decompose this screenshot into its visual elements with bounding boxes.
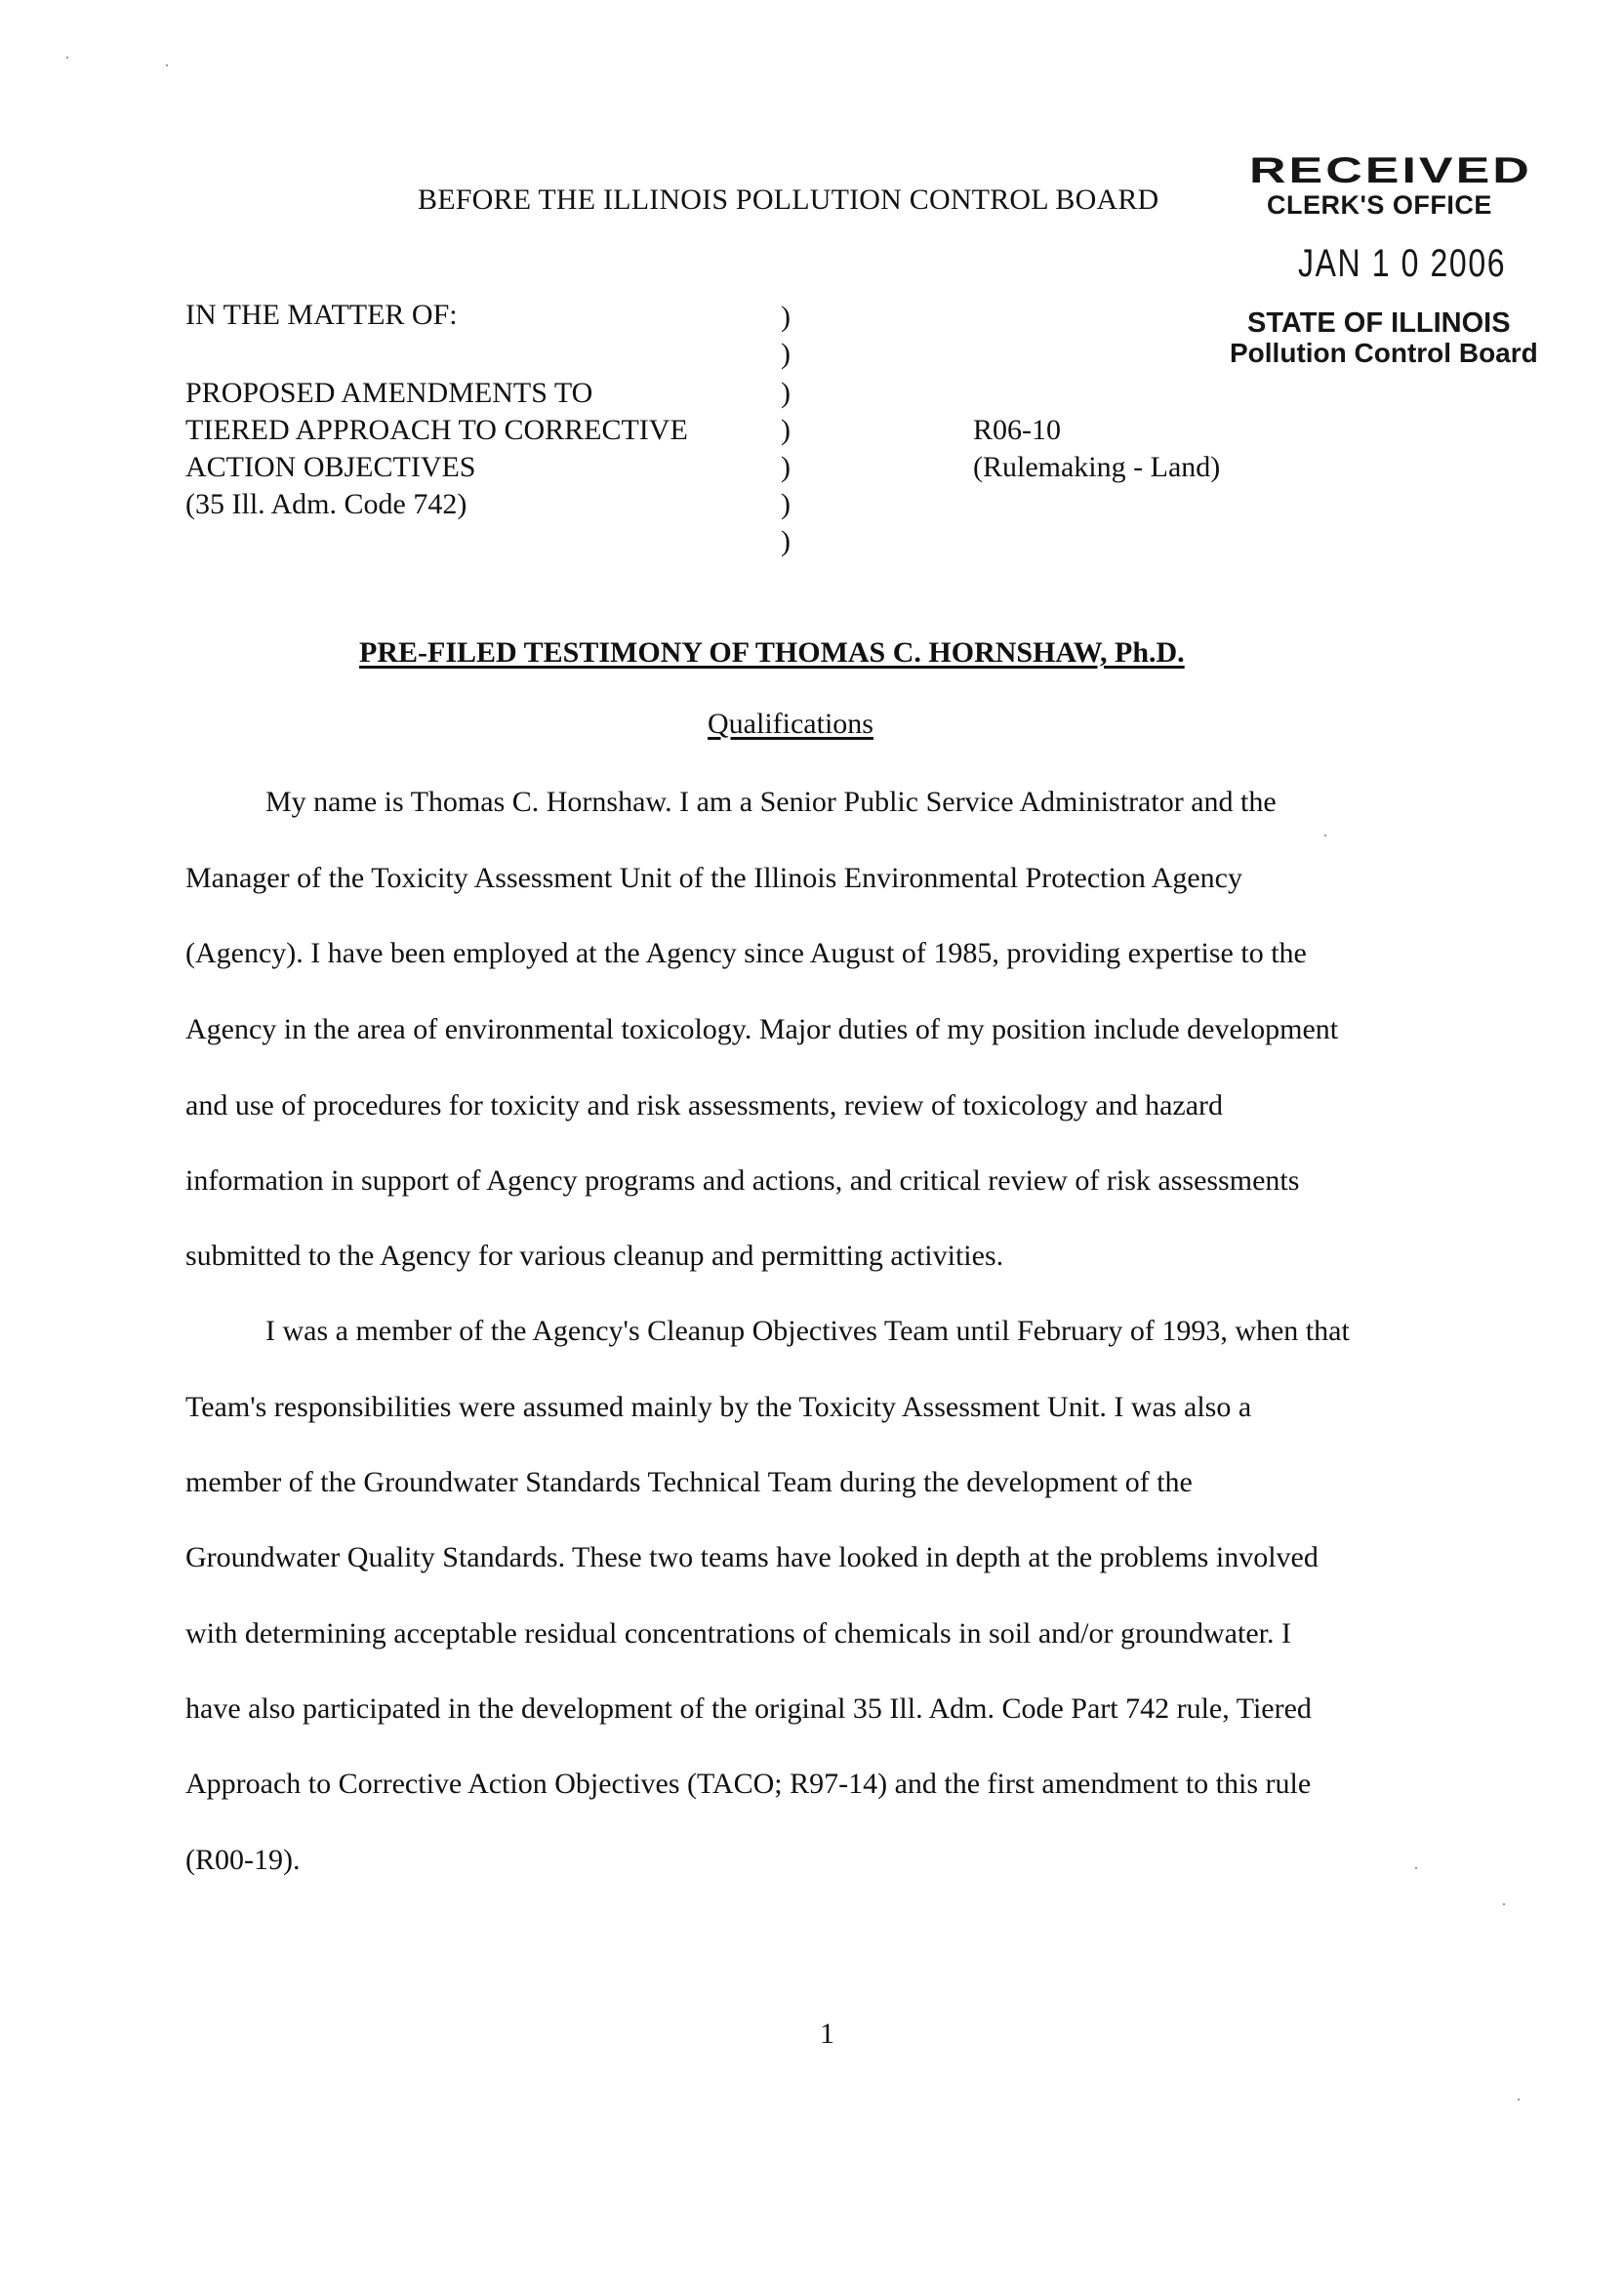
caption-parenthesis: ): [781, 488, 791, 520]
stamp-office-text: CLERK'S OFFICE: [1267, 190, 1492, 220]
paragraph-line: member of the Groundwater Standards Technical Team during the development of the: [185, 1466, 1193, 1498]
scan-speck: [1518, 2099, 1520, 2100]
caption-proposal-line: ACTION OBJECTIVES: [185, 451, 476, 483]
paragraph-line: with determining acceptable residual concentrations of chemicals in soil and/or groundwater. I: [185, 1617, 1291, 1650]
stamp-state-text: STATE OF ILLINOIS: [1247, 307, 1511, 339]
caption-proposal-line: PROPOSED AMENDMENTS TO: [185, 377, 593, 409]
caption-parenthesis: ): [781, 301, 791, 333]
stamp-board-text: Pollution Control Board: [1230, 338, 1538, 368]
scan-speck: [166, 64, 168, 66]
paragraph-line: submitted to the Agency for various cleanup and permitting activities.: [185, 1240, 1004, 1272]
caption-matter: IN THE MATTER OF:: [185, 299, 458, 331]
caption-parenthesis: ): [781, 377, 791, 409]
caption-parenthesis: ): [781, 414, 791, 446]
stamp-received-text: RECEIVED: [1249, 149, 1532, 191]
scan-speck: [66, 57, 68, 59]
paragraph-line: I was a member of the Agency's Cleanup Objectives Team until February of 1993, when that: [265, 1315, 1350, 1347]
paragraph-line: Manager of the Toxicity Assessment Unit of the Illinois Environmental Protection Agency: [185, 862, 1242, 894]
board-heading: BEFORE THE ILLINOIS POLLUTION CONTROL BOARD: [418, 183, 1159, 216]
testimony-title: PRE-FILED TESTIMONY OF THOMAS C. HORNSHAW, Ph.D.: [359, 636, 1185, 669]
paragraph-line: (Agency). I have been employed at the Agency since August of 1985, providing expertise to the: [185, 937, 1307, 969]
docket-number: R06-10: [973, 414, 1061, 446]
caption-parenthesis: ): [781, 525, 791, 557]
paragraph-line: My name is Thomas C. Hornshaw. I am a Senior Public Service Administrator and the: [265, 786, 1277, 818]
paragraph-line: and use of procedures for toxicity and risk assessments, review of toxicology and hazard: [185, 1089, 1224, 1121]
stamp-date: JAN 1 0 2006: [1298, 242, 1507, 285]
caption-proposal-line: (35 Ill. Adm. Code 742): [185, 488, 467, 520]
scan-speck: [1324, 835, 1326, 836]
paragraph-line: (R00-19).: [185, 1844, 301, 1876]
scan-speck: [1503, 1903, 1505, 1905]
paragraph-line: Team's responsibilities were assumed mainly by the Toxicity Assessment Unit. I was also a: [185, 1391, 1252, 1423]
caption-proposal-line: TIERED APPROACH TO CORRECTIVE: [185, 414, 688, 446]
paragraph-line: have also participated in the development of the original 35 Ill. Adm. Code Part 742 rule, Tiered: [185, 1692, 1312, 1725]
paragraph-line: information in support of Agency programs and actions, and critical review of risk assessments: [185, 1164, 1300, 1197]
caption-parenthesis: ): [781, 338, 791, 370]
paragraph-line: Approach to Corrective Action Objectives (TACO; R97-14) and the first amendment to this rule: [185, 1768, 1312, 1800]
page-number: 1: [820, 2017, 834, 2050]
scan-speck: [1415, 1867, 1417, 1869]
paragraph-line: Agency in the area of environmental toxicology. Major duties of my position include development: [185, 1013, 1339, 1045]
paragraph-line: Groundwater Quality Standards. These two teams have looked in depth at the problems involved: [185, 1541, 1319, 1573]
caption-parenthesis: ): [781, 451, 791, 483]
section-heading: Qualifications: [708, 708, 873, 740]
docket-type: (Rulemaking - Land): [973, 451, 1221, 483]
